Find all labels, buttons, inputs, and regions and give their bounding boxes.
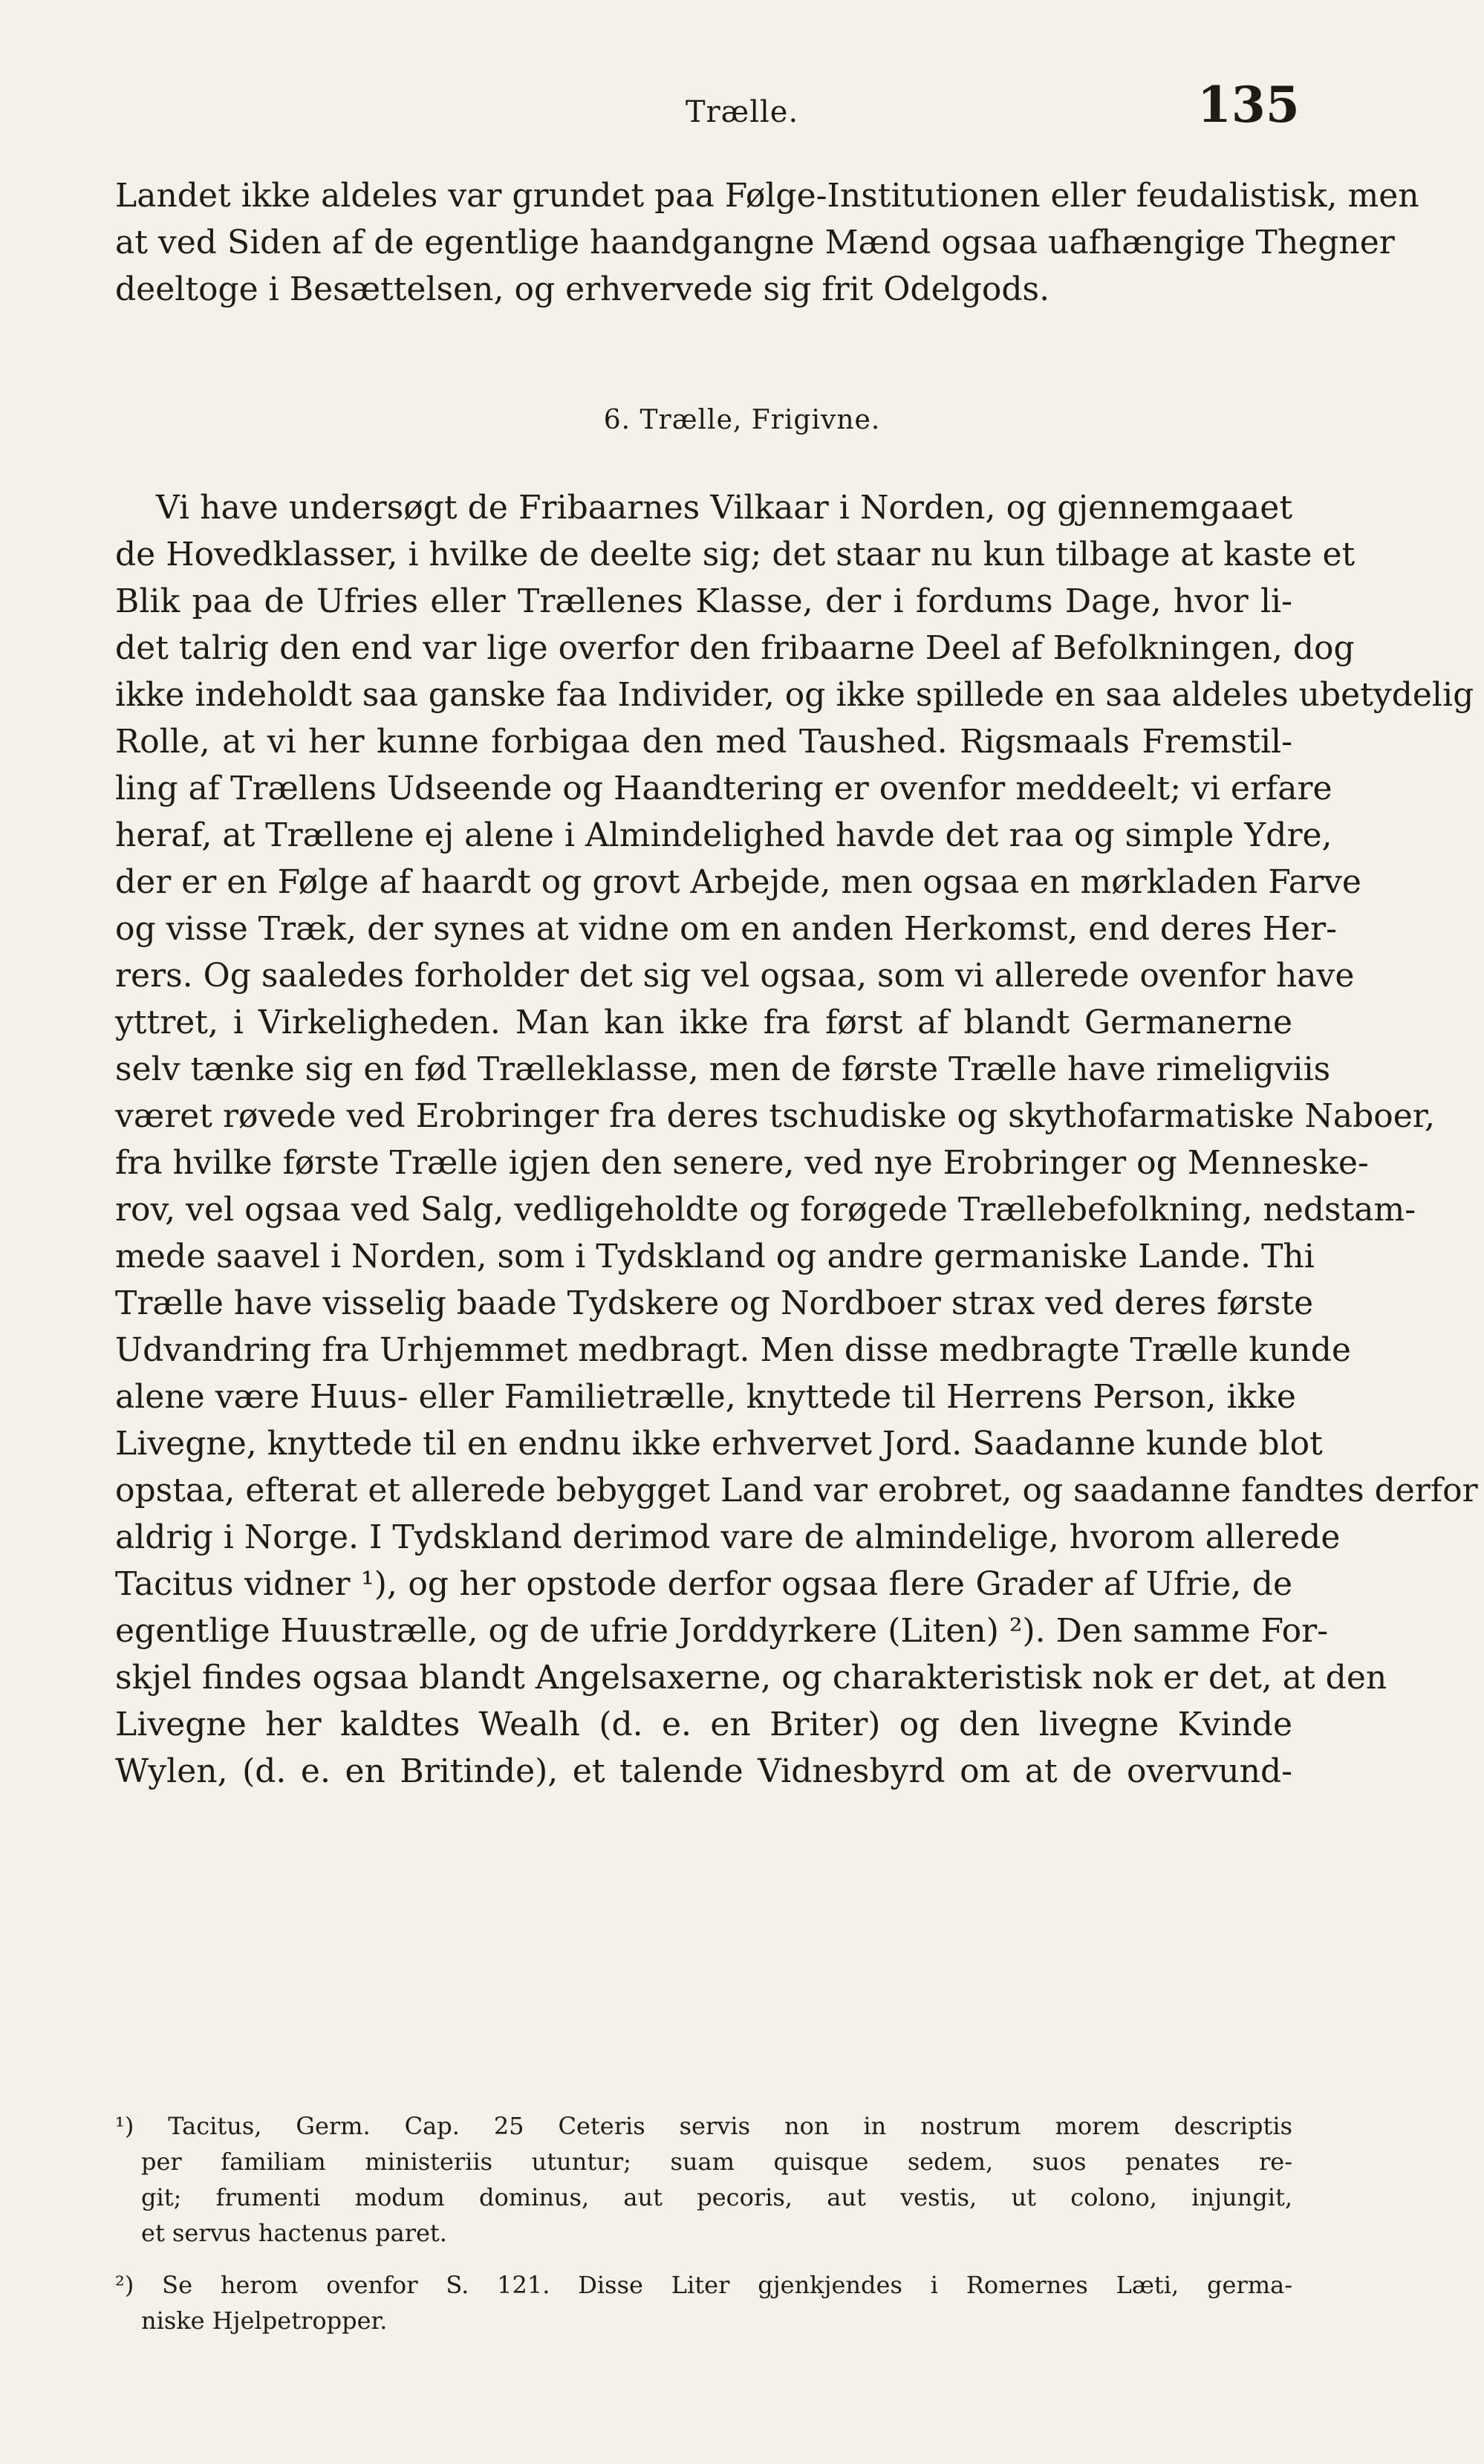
text-line: rov, vel ogsaa ved Salg, vedligeholdte og forøgede Træll​ebefolkning, nedstam-: [115, 1191, 1416, 1229]
text-line: mede saavel i Norden, som i Tydskland og andre germaniske Lande. Thi: [115, 1238, 1315, 1275]
text-line: deeltoge i Besættelsen, og erhvervede sig frit Odelgods.: [115, 270, 1050, 308]
text-line: selv tænke sig en fød Trælleklasse, men de første Trælle have rimeligviis: [115, 1050, 1331, 1088]
footnote-line: git; frumenti modum dominus, aut pecoris, aut vestis, ut colono, injungit,: [141, 2183, 1292, 2211]
intro-paragraph: [115, 172, 1419, 313]
text-line: Wylen, (d. e. en Britinde), et talende Vidnesbyrd om at de overvund-: [115, 1752, 1292, 1790]
text-line: Blik paa de Ufries eller Trællenes Klasse, der i fordums Dage, hvor li-: [115, 582, 1292, 620]
page-number: 135: [1197, 76, 1300, 134]
running-header: Trælle.: [685, 95, 799, 129]
text-line: det talrig den end var lige overfor den fribaarne Deel af Befolkningen, dog: [115, 629, 1355, 667]
section-heading: 6. Trælle, Frigivne.: [603, 405, 881, 435]
body-paragraph: [115, 484, 1478, 1795]
footnote-line: ¹) Tacitus, Germ. Cap. 25 Ceteris servis non in nostrum morem descriptis: [115, 2112, 1292, 2140]
text-line: alene være Huus- eller Familietrælle, knyttede til Herrens Person, ikke: [115, 1378, 1296, 1416]
text-line: Vi have undersøgt de Fribaarnes Vilkaar i Norden, og gjennemgaaet: [156, 489, 1292, 527]
text-line: ikke indeholdt saa ganske faa Individer, og ikke spillede en saa aldeles ubetydelig: [115, 676, 1474, 714]
text-line: og visse Træk, der synes at vidne om en anden Herkomst, end deres Her-: [115, 910, 1337, 948]
text-line: aldrig i Norge. I Tydskland derimod vare de almindelige, hvorom allerede: [115, 1518, 1341, 1556]
text-line: ling af Trællens Udseende og Haandtering er ovenfor meddeelt; vi erfare: [115, 770, 1332, 807]
footnote-line: niske Hjelpetropper.: [141, 2307, 388, 2335]
text-line: at ved Siden af de egentlige haandgangne Mænd ogsaa uafhængige Thegner: [115, 224, 1395, 261]
text-line: der er en Følge af haardt og grovt Arbejde, men ogsaa en mørkladen Farve: [115, 863, 1361, 901]
text-line: Livegne, knyttede til en endnu ikke erhvervet Jord. Saadanne kunde blot: [115, 1425, 1323, 1463]
footnote-line: per familiam ministeriis utuntur; suam quisque sedem, suos penates re-: [141, 2148, 1292, 2176]
footnote-1: [115, 2108, 1292, 2251]
text-line: Udvandring fra Urhjemmet medbragt. Men disse medbragte Trælle kunde: [115, 1331, 1351, 1369]
text-line: Rolle, at vi her kunne forbigaa den med Taushed. Rigsmaals Fremstil-: [115, 723, 1292, 761]
text-line: været røvede ved Erobringer fra deres tschudiske og skythofarmatiske Naboer,: [115, 1097, 1435, 1135]
text-line: fra hvilke første Trælle igjen den senere, ved nye Erobringer og Menneske-: [115, 1144, 1369, 1182]
text-line: skjel findes ogsaa blandt Angelsaxerne, og charakteristisk nok er det, at den: [115, 1659, 1387, 1697]
footnote-line: ²) Se herom ovenfor S. 121. Disse Liter gjenkjendes i Romernes Læti, germa-: [115, 2271, 1292, 2299]
text-line: de Hovedklasser, i hvilke de deelte sig; det staar nu kun tilbage at kaste et: [115, 536, 1356, 573]
footnote-line: et servus hactenus paret.: [141, 2219, 447, 2247]
text-line: rers. Og saaledes forholder det sig vel ogsaa, som vi allerede ovenfor have: [115, 957, 1355, 995]
text-line: opstaa, efterat et allerede bebygget Land var erobret, og saadanne fandtes derfor: [115, 1472, 1478, 1509]
text-line: Trælle have visselig baade Tydskere og Nordboer strax ved deres første: [115, 1284, 1314, 1322]
text-line: yttret, i Virkeligheden. Man kan ikke fra først af blandt Germanerne: [115, 1004, 1292, 1041]
text-line: Landet ikke aldeles var grundet paa Følge-Institutionen eller feudalistisk, men: [115, 177, 1419, 215]
text-line: Tacitus vidner ¹), og her opstode derfor ogsaa flere Grader af Ufrie, de: [115, 1565, 1292, 1603]
text-line: egentlige Huustrælle, og de ufrie Jorddyrkere (Liten) ²). Den samme For-: [115, 1612, 1329, 1650]
footnote-2: [115, 2267, 1292, 2338]
text-line: Livegne her kaldtes Wealh (d. e. en Briter) og den livegne Kvinde: [115, 1706, 1292, 1743]
text-line: heraf, at Trællene ej alene i Almindelighed havde det raa og simple Ydre,: [115, 816, 1332, 854]
